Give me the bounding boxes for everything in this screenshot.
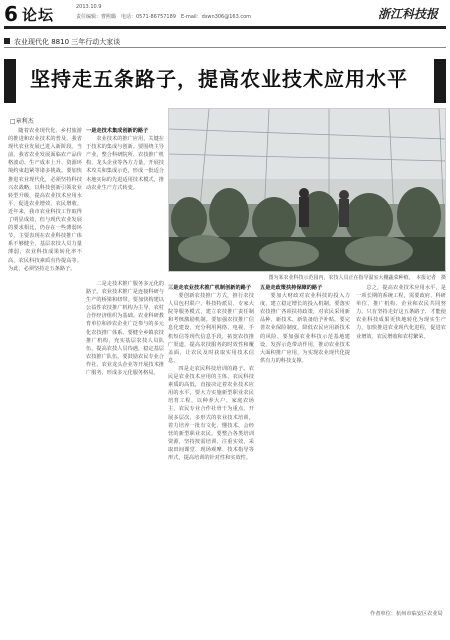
headline-bar-left — [4, 59, 16, 103]
page-number: 6 — [4, 2, 18, 26]
byline: □章利杰 — [10, 118, 34, 125]
header-rule — [4, 26, 446, 29]
article-column-1 — [8, 127, 82, 632]
column-marker — [4, 38, 10, 44]
paragraph: 总之，提高农业技术应用水平，是一项长期的系统工程，需要政府、科研单位、推广机构、企业和农民共同努力。只有坚持走好这五条路子，才能使农业科技成果更快地转化为现实生产力，加快推进农业现代化进程，促进农业增效、农民增收和农村繁荣。 — [356, 285, 446, 340]
newspaper-masthead: 浙江科技报 — [377, 7, 438, 21]
paragraph: 随着农业现代化、乡村旅游的推进和农业技术的普及，我省现代农业发展已进入新阶段。当前，我省农业发展面临农产品价格波动、生产成本上升、资源环境约束趋紧等诸多挑战。要加快推进农业现代化，必须坚持科技兴农战略，以科技创新引领农业转型升级，提高农业技术应用水平，促进农业增效、农民增收。近年来，我市农业科技工作取得了明显成效，但与现代农业发展的要求相比，仍存在一些薄弱环节，主要表现在农业科技推广体系不够健全，基层农技人员力量薄弱，农业科技成果转化率不高，农民科技素质有待提高等。为此，必须坚持走五条路子。 — [8, 128, 82, 272]
headline-bar-right — [434, 59, 446, 103]
paragraph: 农业技术的推广应用，关键在于技术的集成与创新。要围绕主导产业，整合科研院所、农技推广机构、龙头企业等各方力量，开展技术攻关和集成示范，形成一批适合本地实际的先进适用技术模式，推动农业生产方式转变。 — [86, 136, 164, 191]
column-label: 农业现代化 8810 三年行动大家谈 — [14, 38, 121, 46]
issue-date: 2013.10.9 — [76, 4, 102, 10]
author-affiliation: 作者单位：杭州市临安区农业局 — [370, 611, 443, 617]
paragraph: 四是走农民科技培训的路子。农民是农业技术应用的主体，农民科技素质的高低，直接决定着农业技术应用的水平。要大力实施新型职业农民培育工程，以种养大户、家庭农场主、农民专业合作社骨干为重点，开展多层次、多形式的农业技术培训，着力培养一批有文化、懂技术、会经营的新型职业农民。要整合各类培训资源，坚持按需培训、注重实效，采取田间课堂、现场观摩、技术指导等形式，提高培训的针对性和实效性。 — [168, 365, 254, 461]
editor-contact: 责任编辑：曹熙璐 电话：0571-86757189 E-mail：dswn306@163.com — [76, 14, 252, 20]
article-column-4 — [260, 284, 350, 632]
article-column-5 — [356, 284, 446, 606]
greenhouse-photo — [168, 108, 446, 272]
subhead: 三是走农业技术推广机制创新的路子 — [168, 285, 252, 291]
paragraph: 要加大财政对农业科技的投入力度，建立稳定增长的投入机制。要落实农技推广各项扶持政策，对农民采用新品种、新技术、新装备给予补贴。要完善农业保险制度，降低农民应用新技术的风险。要加强农业科技示范基地建设，发挥示范带动作用，推动农业技术大面积推广应用，为实现农业现代化提供有力的科技支撑。 — [260, 293, 350, 364]
paragraph: 二是走技术推广服务多元化的路子。农业技术推广是连接科研与生产的桥梁和纽带。要加快构建以公益性农技推广机构为主导、农村合作经济组织为基础、农业科研教育单位和涉农企业广泛参与的多元化农技推广体系。要健全乡镇农技推广机构，充实基层农技人员队伍，提高农技人员待遇，稳定基层农技推广队伍。要鼓励农民专业合作社、农业龙头企业等开展技术推广服务，形成多元化服务格局。 — [86, 281, 164, 377]
subhead: 五是走政策扶持保障的路子 — [260, 285, 323, 291]
article-column-3 — [168, 284, 254, 632]
article-column-2-top — [86, 127, 164, 277]
section-title: 论坛 — [22, 6, 55, 24]
column-bar — [4, 36, 446, 46]
column-rule — [4, 47, 446, 48]
paragraph: 要创新农技推广方式，推行农技人员包村联户、科技特派员、专家大院等服务模式，建立农技推广责任制和考核激励机制。要加强农技推广信息化建设，充分利用网络、电视、手机短信等现代信息手段，拓宽农技推广渠道，提高农技服务的时效性和覆盖面，让农民及时获取实用技术信息。 — [168, 293, 254, 364]
article-headline: 坚持走五条路子，提高农业技术应用水平 — [30, 67, 408, 91]
subhead: 一是走技术集成创新的路子 — [86, 128, 149, 134]
page-header — [0, 0, 450, 28]
article-column-2 — [86, 280, 164, 632]
photo-caption: 图为某农业科技示范园内，农技人员正在指导温室大棚蔬菜种植。 本报记者 摄 — [268, 275, 446, 281]
headline-box — [4, 55, 446, 107]
